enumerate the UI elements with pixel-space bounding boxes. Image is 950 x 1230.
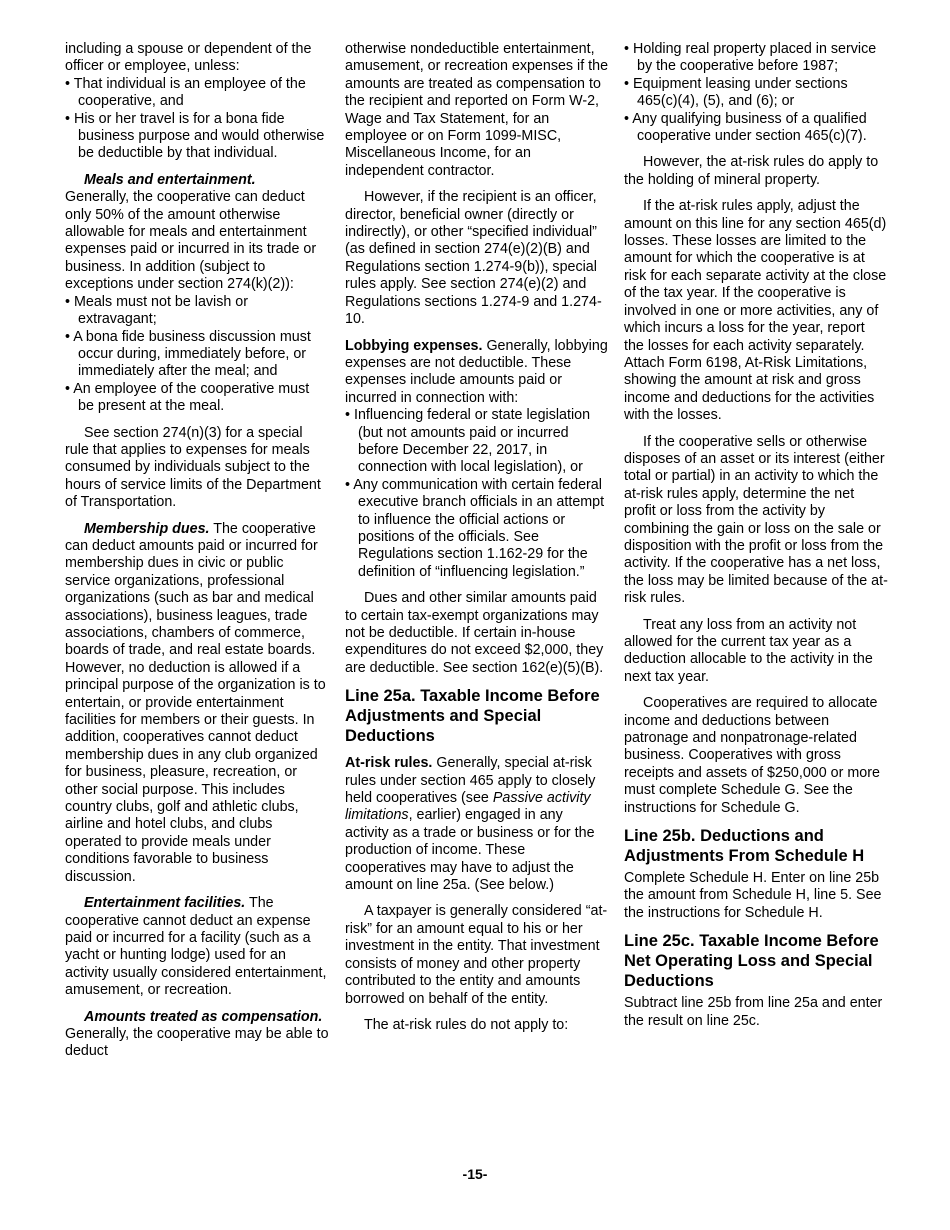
column-3 (624, 41, 888, 1030)
column-1 (65, 41, 329, 1061)
paragraph: including a spouse or dependent of the officer or employee, unless: (65, 41, 312, 75)
bullet-item: • That individual is an employee of the cooperative, and (65, 75, 306, 110)
cross-reference: Passive activity limitations (345, 790, 591, 824)
paragraph: Treat any loss from an activity not allowed for the current tax year as a deduction allocable to the activity in the next tax year. (624, 616, 873, 685)
lobbying-paragraph: Lobbying expenses. Generally, lobbying expenses are not deductible. These expenses include amounts paid or incurred in connection with: (345, 337, 608, 406)
bullet-item: • Equipment leasing under sections 465(c)(4), (5), and (6); or (624, 75, 848, 110)
paragraph: Subtract line 25b from line 25a and enter the result on line 25c. (624, 995, 883, 1029)
bullet-item: • Meals must not be lavish or extravagant; (65, 293, 249, 328)
bullet-item: • Any qualifying business of a qualified cooperative under section 465(c)(7). (624, 110, 867, 145)
paragraph: If the cooperative sells or otherwise disposes of an asset or its interest (either total or partial) in an activity to which the at-risk rules apply, determine the net profit or loss from the activity by combining the gain or loss on the sale or disposition with the profit or loss from the activity. If the cooperative has a net loss, the loss may be limited because of the at-risk rules. (624, 433, 888, 607)
run-in-heading: Lobbying expenses. (345, 337, 483, 354)
compensation-paragraph: Amounts treated as compensation. Generally, the cooperative may be able to deduct (65, 1008, 329, 1060)
paragraph: Cooperatives are required to allocate income and deductions between patronage and nonpatronage-related business. Cooperatives with gross receipts and assets of $250,000 or more must complete Schedule G. See the instructions for Schedule G. (624, 695, 880, 816)
paragraph: The at-risk rules do not apply to: (364, 1016, 569, 1033)
run-in-heading: Amounts treated as compensation. (84, 1008, 323, 1025)
bullet-item: • A bona fide business discussion must occur during, immediately before, or immediately after the meal; and (65, 328, 311, 380)
paragraph: See section 274(n)(3) for a special rule that applies to expenses for meals consumed by individuals subject to the hours of service limits of the Department of Transportation. (65, 424, 321, 511)
page-number: -15- (462, 1166, 488, 1182)
bullet-item: • His or her travel is for a bona fide business purpose and would otherwise be deductible by that individual. (65, 110, 325, 162)
paragraph: However, if the recipient is an officer, director, beneficial owner (directly or indirectly), or other “specified individual” (as defined in section 274(e)(2)(B) and Regulations section 1.274-9(b)), special rules apply. See section 274(e)(2) and Regulations sections 1.274-9 and 1.274-10. (345, 189, 602, 328)
column-2 (345, 41, 609, 1034)
at-risk-paragraph: At-risk rules. Generally, special at-risk rules under section 465 apply to closely held cooperatives (see Passive activity limitations, earlier) engaged in any activity as a trade or business or for the production of income. These cooperatives may have to adjust the amount on line 25a. (See below.) (345, 755, 596, 894)
paragraph: Generally, the cooperative can deduct only 50% of the amount otherwise allowable for meals and entertainment expenses paid or incurred in its trade or business. In addition (subject to exceptions under section 274(k)(2)): (65, 189, 317, 293)
run-in-heading: Entertainment facilities. (84, 895, 246, 912)
paragraph: otherwise nondeductible entertainment, amusement, or recreation expenses if the amounts are treated as compensation to the recipient and reported on Form W-2, Wage and Tax Statement, for an employee or on Form 1099-MISC, Miscellaneous Income, for an independent contractor. (345, 41, 609, 179)
bullet-item: • Holding real property placed in service by the cooperative before 1987; (624, 41, 877, 75)
section-heading-25c: Line 25c. Taxable Income Before Net Operating Loss and Special Deductions (624, 932, 879, 991)
paragraph: However, the at-risk rules do apply to the holding of mineral property. (624, 154, 879, 188)
run-in-heading: At-risk rules. (345, 755, 433, 772)
paragraph: Dues and other similar amounts paid to certain tax-exempt organizations may not be deductible. If certain in-house expenditures do not exceed $2,000, they are deductible. See section 162(e)(5)(B). (345, 590, 604, 676)
meals-paragraph (65, 172, 329, 189)
section-heading-25a: Line 25a. Taxable Income Before Adjustments and Special Deductions (345, 687, 600, 746)
dues-paragraph: Membership dues. The cooperative can deduct amounts paid or incurred for membership dues in civic or public service organizations, professional organizations (such as bar and medical associations), business leagues, trade associations, chambers of commerce, boards of trade, and real estate boards. However, no deduction is allowed if a principal purpose of the organization is to entertain, or provide entertainment facilities for members or their guests. In addition, cooperatives cannot deduct membership dues in any club organized for business, pleasure, recreation, or other social purpose. This includes country clubs, golf and athletic clubs, airline and hotel clubs, and clubs operated to provide meals under conditions favorable to business discussion. (65, 520, 326, 885)
bullet-item: • Any communication with certain federal executive branch officials in an attempt to influence the official actions or positions of the officials. See Regulations section 1.162-29 for the definition of “influencing legislation.” (345, 476, 605, 580)
paragraph: If the at-risk rules apply, adjust the amount on this line for any section 465(d) losses. These losses are limited to the amount for which the cooperative is at risk for each separate activity at the close of the tax year. If the cooperative is involved in one or more activities, any of which incurs a loss for the year, report the losses for each activity separately. Attach Form 6198, At-Risk Limitations, showing the amount at risk and gross income and deductions for the activities with the losses. (624, 198, 887, 424)
run-in-heading: Membership dues. (84, 520, 210, 537)
bullet-item: • An employee of the cooperative must be present at the meal. (65, 380, 310, 415)
run-in-heading: Meals and entertainment. (84, 171, 256, 188)
paragraph: A taxpayer is generally considered “at-risk” for an amount equal to his or her investment in the entity. That investment consists of money and other property contributed to the entity and amounts borrowed on behalf of the entity. (345, 903, 608, 1007)
entertainment-paragraph: Entertainment facilities. The cooperative cannot deduct an expense paid or incurred for a facility (such as a yacht or hunting lodge) used for an activity usually considered entertainment, amusement, or recreation. (65, 895, 327, 999)
paragraph: Complete Schedule H. Enter on line 25b the amount from Schedule H, line 5. See the instructions for Schedule H. (624, 870, 882, 921)
bullet-item: • Influencing federal or state legislation (but not amounts paid or incurred before December 22, 2017, in connection with local legislation), or (345, 407, 591, 476)
section-heading-25b: Line 25b. Deductions and Adjustments From Schedule H (624, 827, 865, 866)
